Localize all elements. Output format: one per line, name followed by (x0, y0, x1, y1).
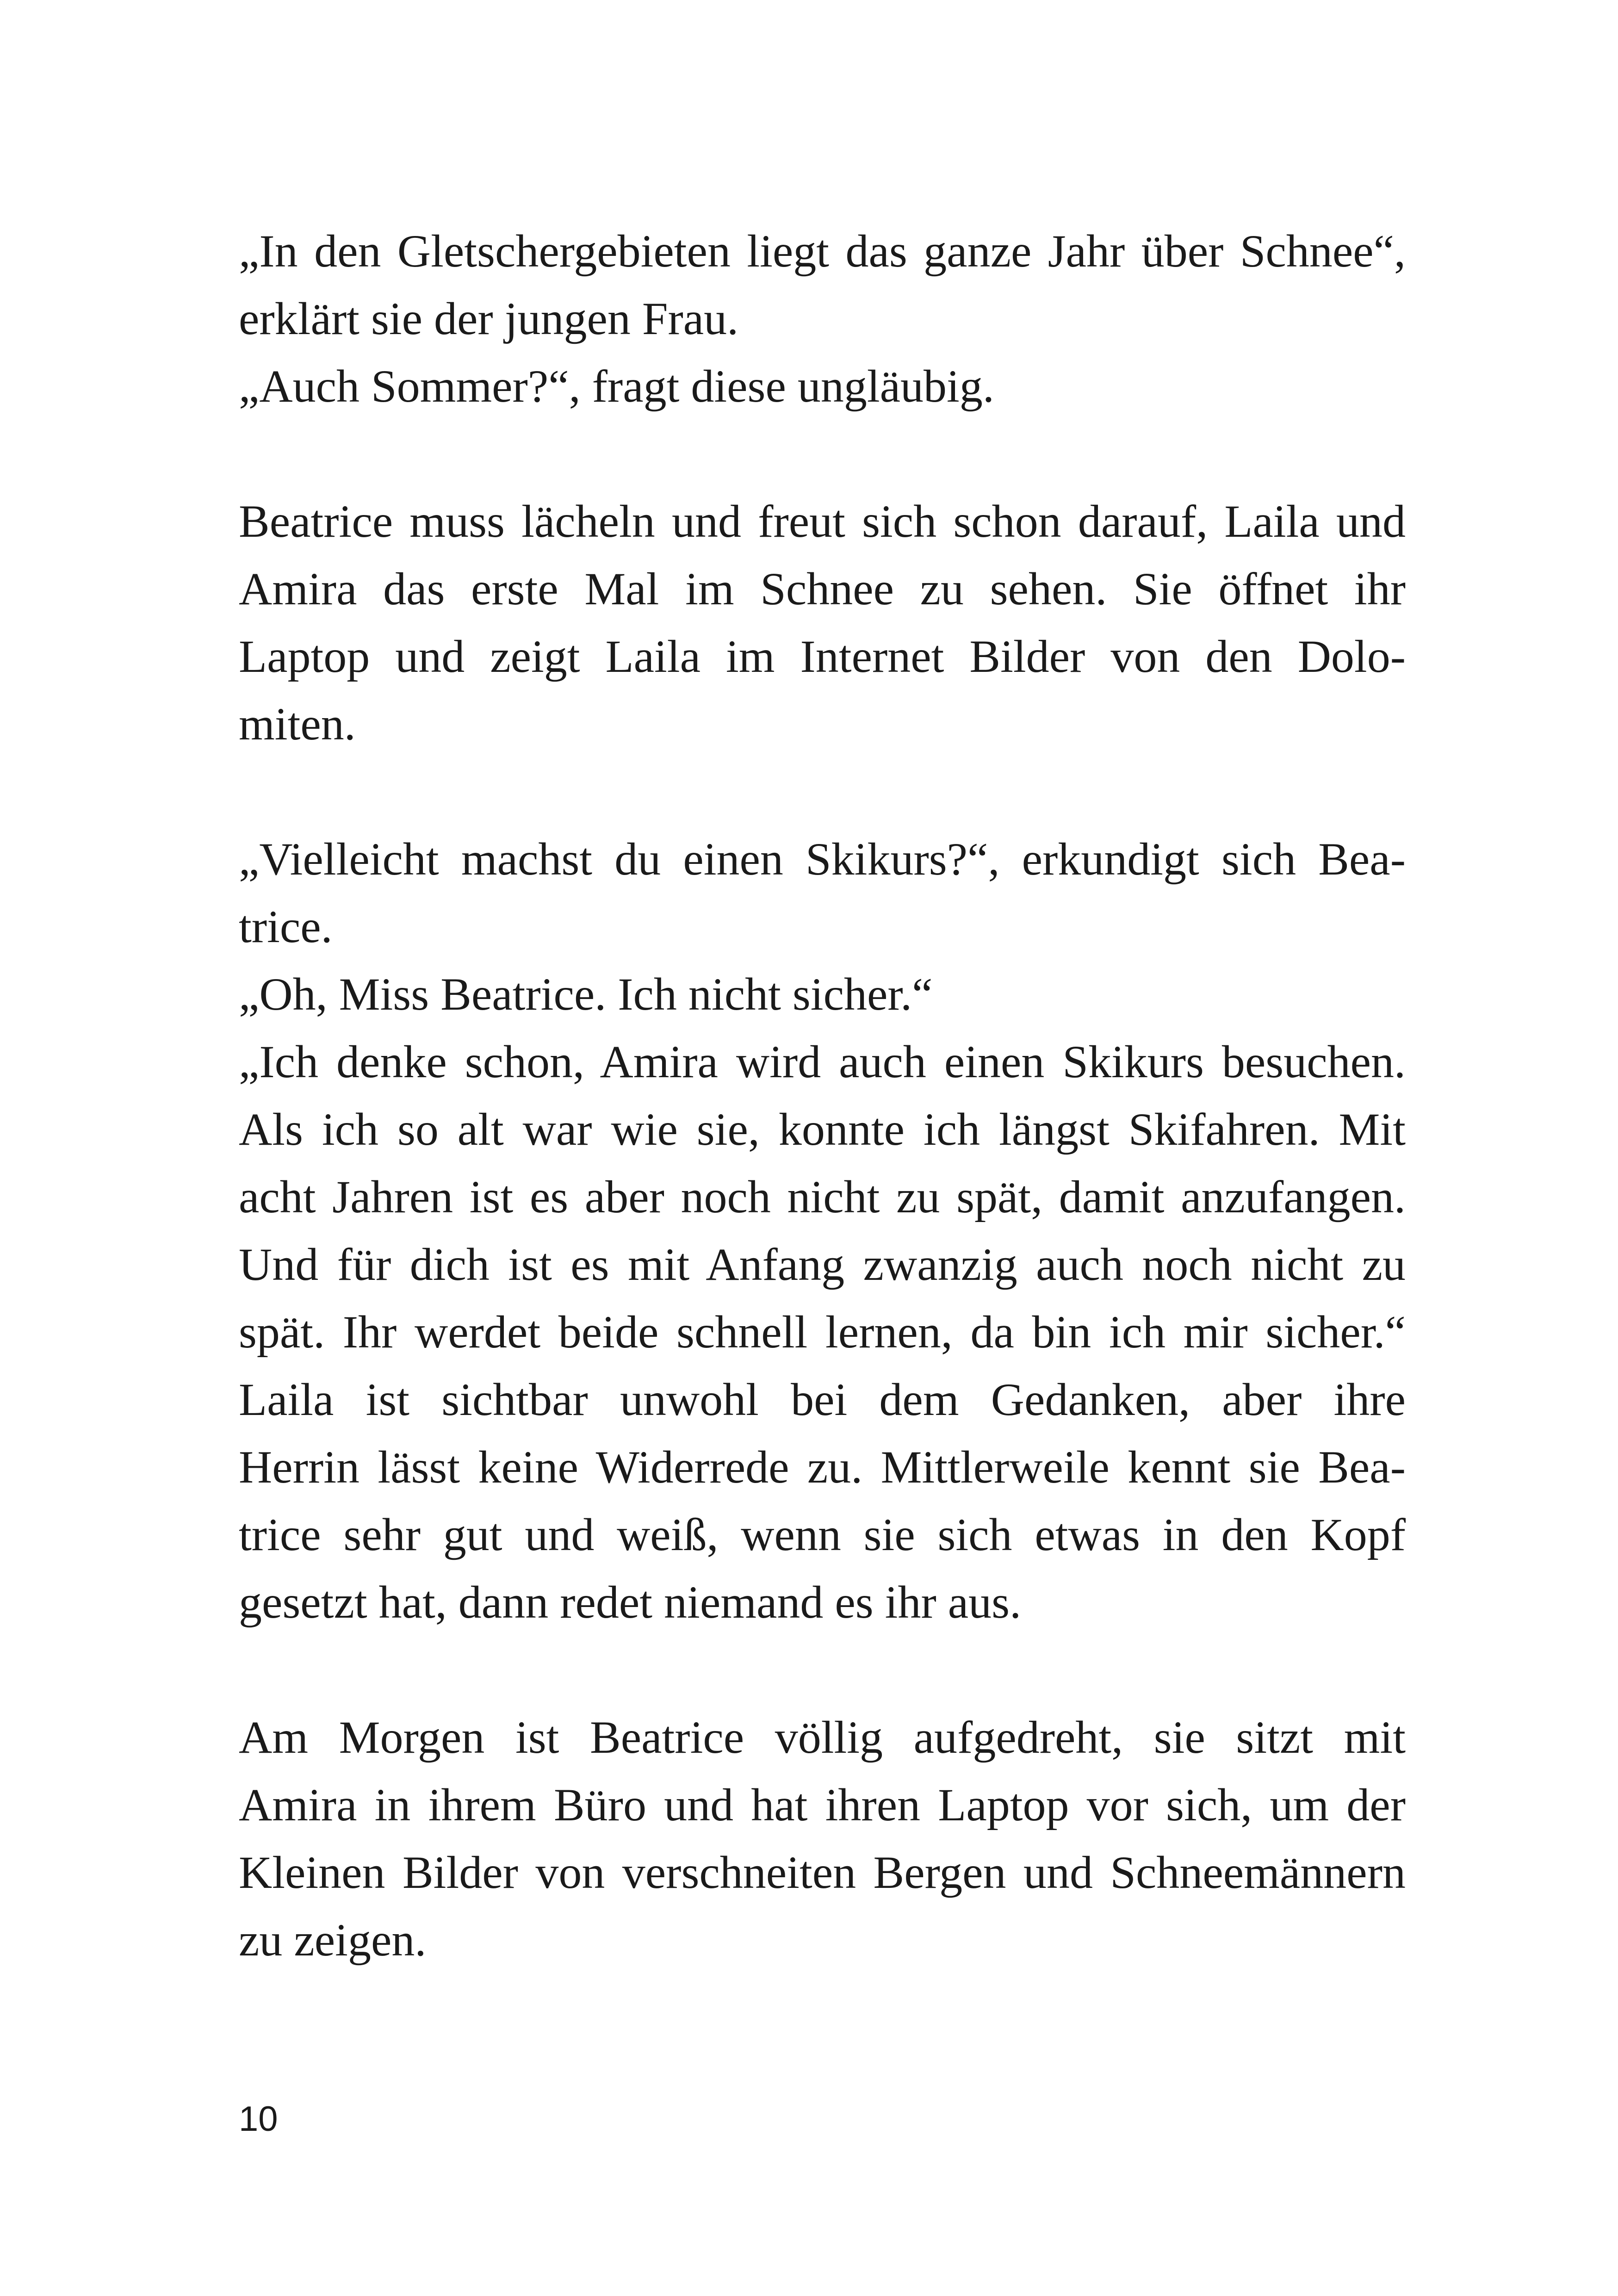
text-line: gesetzt hat, dann redet niemand es ihr aus. (239, 1576, 1022, 1628)
text-line: Amira das erste Mal im Schnee zu sehen. Sie öffnet ihr (239, 563, 1406, 614)
text-line: Und für dich ist es mit Anfang zwanzig auch noch nicht zu (239, 1239, 1406, 1290)
text-line: Beatrice muss lächeln und freut sich schon darauf, Laila und (239, 496, 1406, 547)
text-line: Als ich so alt war wie sie, konnte ich längst Skifahren. Mit (239, 1104, 1406, 1155)
paragraph (239, 1704, 1406, 1974)
text-line: zu zeigen. (239, 1914, 427, 1966)
text-line: trice. (239, 901, 333, 952)
text-line: trice sehr gut und weiß, wenn sie sich etwas in den Kopf (239, 1509, 1406, 1560)
page-number: 10 (239, 2099, 278, 2139)
text-line: erklärt sie der jungen Frau. (239, 293, 739, 344)
paragraph-gap (239, 758, 1406, 825)
text-line: „Vielleicht machst du einen Skikurs?“, erkundigt sich Bea- (239, 833, 1406, 885)
paragraph (239, 217, 1406, 420)
text-line: Kleinen Bilder von verschneiten Bergen und Schneemännern (239, 1847, 1406, 1898)
paragraph (239, 488, 1406, 758)
text-line: Am Morgen ist Beatrice völlig aufgedreht, sie sitzt mit (239, 1712, 1406, 1763)
text-line: spät. Ihr werdet beide schnell lernen, da bin ich mir sicher.“ (239, 1306, 1406, 1358)
text-line: miten. (239, 698, 356, 750)
text-line: „In den Gletschergebieten liegt das ganze Jahr über Schnee“, (239, 225, 1406, 277)
text-line: „Auch Sommer?“, fragt diese ungläubig. (239, 360, 994, 412)
text-line: Laptop und zeigt Laila im Internet Bilder von den Dolo- (239, 631, 1406, 682)
text-line: Herrin lässt keine Widerrede zu. Mittlerweile kennt sie Bea- (239, 1441, 1406, 1493)
text-line: Amira in ihrem Büro und hat ihren Laptop vor sich, um der (239, 1779, 1406, 1831)
body-text (239, 217, 1406, 1974)
text-line: „Ich denke schon, Amira wird auch einen Skikurs besuchen. (239, 1036, 1406, 1087)
paragraph-gap (239, 420, 1406, 488)
text-line: „Oh, Miss Beatrice. Ich nicht sicher.“ (239, 968, 933, 1020)
paragraph (239, 825, 1406, 1636)
text-line: Laila ist sichtbar unwohl bei dem Gedanken, aber ihre (239, 1374, 1406, 1425)
paragraph-gap (239, 1636, 1406, 1704)
text-line: acht Jahren ist es aber noch nicht zu spät, damit anzufangen. (239, 1171, 1406, 1222)
